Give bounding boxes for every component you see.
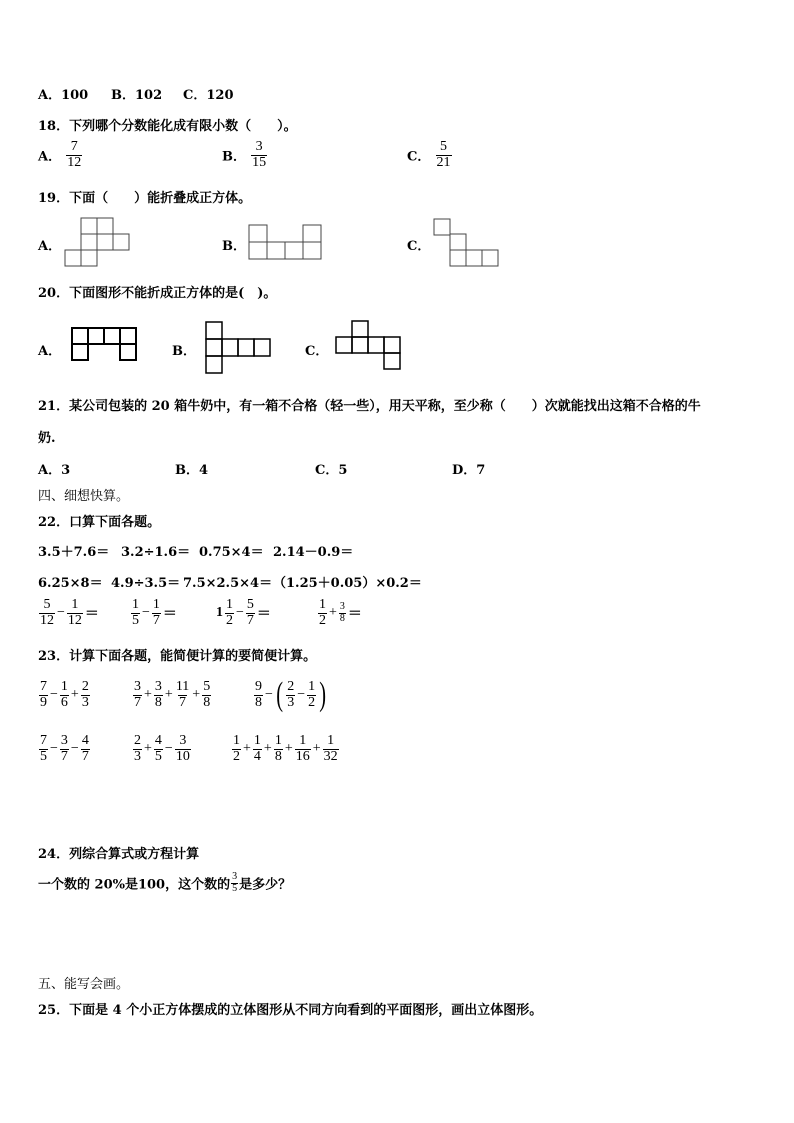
q21-option-b: B．4 [175,463,209,478]
q22-r3-e3: 1 $\frac{1}{2}$ − $\frac{5}{7}$ ＝ [216,597,271,628]
q19-net-c [433,218,501,270]
q23-r1-e3: $\frac{9}{8}$ − ( $\frac{2}{3}$ − $\frac{1}{2}$ ) [255,676,327,713]
q20-label-b: B． [172,344,196,359]
q22-r2-e4: （1.25＋0.05）×0.2＝ [273,576,422,591]
q17-option-c: C．120 [183,88,234,103]
q22-r2-e1: 6.25×8＝ [38,576,103,591]
q17-option-a: A．100 [38,88,89,103]
q21-option-d: D．7 [452,463,486,478]
q21-stem-line1: 21．某公司包装的 20 箱牛奶中，有一箱不合格（轻一些），用天平称，至少称（ ）次就能找出这箱不合格的牛 [38,399,701,414]
q22-r1-e2: 3.2÷1.6＝ [121,545,191,560]
q22-r1-e3: 0.75×4＝ [199,545,264,560]
q19-stem: 19．下面（ ）能折叠成正方体。 [38,191,252,206]
q17-option-b: B．102 [111,88,163,103]
q22-r3-e1: $\frac{5}{12}$ − $\frac{1}{12}$ ＝ [40,597,99,628]
q20-net-a [71,327,141,363]
q20-label-a: A． [38,344,62,359]
q20-net-b [205,321,275,375]
q23-r2-e2: $\frac{2}{3}$ + $\frac{4}{5}$ − $\frac{3}{10}$ [134,733,190,764]
q22-r2-e2: 4.9÷3.5＝ [111,576,181,591]
q23-r1-e2: $\frac{3}{7}$ + $\frac{3}{8}$ + $\frac{11}{7}$ + $\frac{5}{8}$ [134,679,211,710]
q22-stem: 22．口算下面各题。 [38,515,161,530]
q23-stem: 23．计算下面各题，能简便计算的要简便计算。 [38,649,317,664]
q22-r3-e2: $\frac{1}{5}$ − $\frac{1}{7}$ ＝ [132,597,177,628]
q21-stem-line2: 奶. [38,431,56,446]
q19-net-a [64,217,136,269]
q22-r1-e1: 3.5＋7.6＝ [38,545,110,560]
q23-r2-e1: $\frac{7}{5}$ − $\frac{3}{7}$ − $\frac{4}{7}$ [40,733,89,764]
q18-option-c: C． $\frac{5}{21}$ [407,139,451,170]
q19-label-c: C． [407,239,431,254]
section-5-heading: 五、能写会画。 [38,977,130,992]
q24-stem: 24．列综合算式或方程计算 [38,847,200,862]
q20-label-c: C． [305,344,329,359]
q21-option-a: A．3 [38,463,71,478]
q18-option-a: A． $\frac{7}{12}$ [38,139,82,170]
q25-stem: 25．下面是 4 个小正方体摆成的立体图形从不同方向看到的平面图形，画出立体图形。 [38,1003,543,1018]
section-4-heading: 四、细想快算。 [38,489,130,504]
q19-label-a: A． [38,239,62,254]
q20-net-c [335,320,405,372]
q23-r1-e1: $\frac{7}{9}$ − $\frac{1}{6}$ + $\frac{2}{3}$ [40,679,89,710]
q22-r3-e4: $\frac{1}{2}$ + $\frac{3}{8}$ ＝ [319,597,362,628]
q21-option-c: C．5 [315,463,348,478]
q19-net-b [248,224,328,264]
q22-r2-e3: 7.5×2.5×4＝ [183,576,273,591]
q23-r2-e3: $\frac{1}{2}$ + $\frac{1}{4}$ + $\frac{1}{8}$ + $\frac{1}{16}$ + $\frac{1}{32}$ [233,733,338,764]
q18-option-b: B． $\frac{3}{15}$ [222,139,267,170]
q20-stem: 20．下面图形不能折成正方体的是( )。 [38,286,277,301]
q18-stem: 18．下列哪个分数能化成有限小数（ ）。 [38,119,297,134]
q22-r1-e4: 2.14－0.9＝ [273,545,354,560]
q19-label-b: B． [222,239,246,254]
q24-question: 一个数的 20%是100，这个数的 $\frac{3}{5}$ 是多少？ [38,871,292,894]
